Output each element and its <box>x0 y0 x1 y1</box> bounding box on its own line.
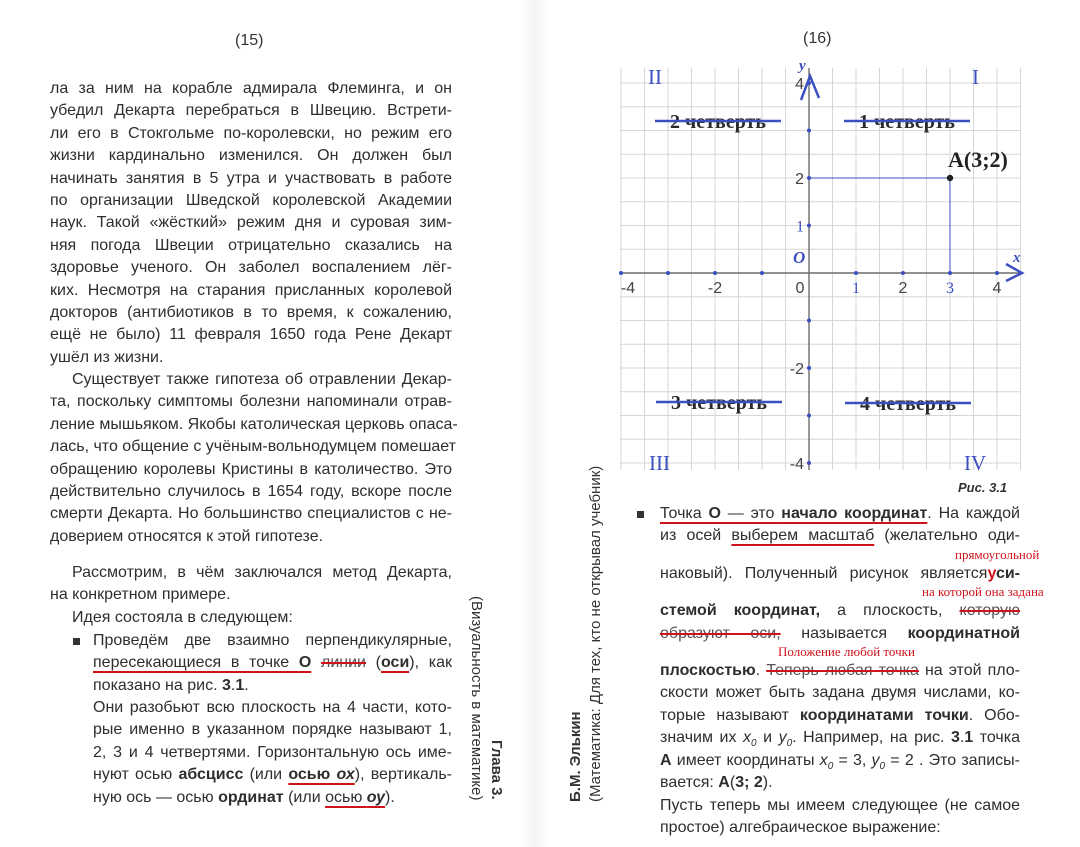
text-segment: y <box>778 729 787 747</box>
text-segment: А <box>660 751 672 769</box>
text-segment: из осей <box>660 527 732 545</box>
text-segment: стемой координат, <box>660 602 821 620</box>
y-tick-dot <box>807 224 811 228</box>
text-segment: рые именно в указанном порядке называют 1, <box>93 721 452 739</box>
quadrant-numeral: III <box>649 451 670 475</box>
x-tick-label: 1 <box>852 280 860 297</box>
underlined-text: 0 <box>827 760 834 772</box>
text-segment: . <box>959 729 965 747</box>
text-segment: 3 <box>221 676 231 694</box>
underlined-text: О <box>298 654 312 672</box>
x-tick-label: 3 <box>946 280 954 297</box>
text-segment: докторов (антибиотиков в то время, к сожалению, <box>50 303 452 321</box>
text-segment: координатной <box>907 624 1020 642</box>
quadrant-label: 3 четверть <box>671 392 767 414</box>
text-segment: Они разобьют всю плоскость на 4 части, кото- <box>93 699 452 716</box>
y-tick-dot <box>807 129 811 133</box>
underlined-text: пересекающиеся в точке <box>93 654 299 672</box>
text-segment: . <box>230 676 236 694</box>
underlined-text: осью <box>288 766 337 784</box>
text-segment: наковый). Полученный рисунок является <box>660 564 988 582</box>
chapter-subtitle: (Визуальность в математике) <box>468 595 485 800</box>
text-segment: Идея состояла в следующем: <box>72 609 293 626</box>
x-tick-label: 2 <box>898 280 908 297</box>
text-segment: по организации Шведской королевской Академии <box>50 191 452 209</box>
text-segment: на этой пло- <box>918 661 1021 679</box>
point-a-label: A(3;2) <box>948 147 1008 172</box>
x-tick-label: -4 <box>620 280 636 297</box>
text-segment: А <box>718 773 730 791</box>
text-segment: точка <box>973 729 1021 747</box>
text-segment: ординат <box>218 788 284 806</box>
handwritten-annotation: на которой она задана <box>922 584 1044 599</box>
y-axis-label: y <box>799 58 806 74</box>
y-tick-dot <box>807 461 811 465</box>
x-axis-label: x <box>1013 250 1021 266</box>
chapter-title: Глава 3. <box>488 740 505 800</box>
text-segment: значим их <box>660 729 743 747</box>
text-segment: жизни кардинально изменился. Он должен был <box>50 147 452 165</box>
text-segment: доверием относятся к этой гипотезе. <box>50 527 324 545</box>
underlined-text: выберем масштаб <box>731 527 875 545</box>
underlined-text: начало координат <box>781 505 928 522</box>
text-segment: а плоскость, <box>820 602 960 620</box>
y-tick-dot <box>807 366 811 370</box>
text-segment: смерти Декарта. Но большинство специалистов с не- <box>50 505 452 523</box>
text-segment: показано на рис. <box>93 676 222 694</box>
text-segment: Рассмотрим, в чём заключался метод Декарта, <box>72 564 452 581</box>
text-segment: простое) алгебраическое выражение: <box>660 819 941 837</box>
y-tick-label: 1 <box>796 218 804 236</box>
text-segment: здоровье ученого. Он заболел воспалением лёг- <box>50 259 452 277</box>
x-tick-dot <box>666 271 670 275</box>
y-tick-label: -2 <box>789 361 804 378</box>
text-segment: 1 <box>964 729 974 747</box>
text-segment: наук. Такой «жёсткий» режим дня и суровая зим- <box>50 214 452 232</box>
text-segment: и <box>756 729 779 747</box>
text-segment: (или <box>283 788 326 806</box>
text-segment: торые называют <box>660 706 800 724</box>
y-tick-label: 2 <box>795 171 804 188</box>
author-name: Б.М. Элькин <box>567 711 584 802</box>
text-segment: = 2 . Это записы- <box>885 751 1021 769</box>
text-segment: ). <box>385 788 395 806</box>
text-segment: на конкретном примере. <box>50 586 231 604</box>
text-segment: обращению королевы Кристины в католичество. Это <box>50 460 452 478</box>
struck-text: образуют оси, <box>660 624 781 642</box>
x-tick-dot <box>760 271 764 275</box>
underlined-text: 0 <box>879 760 886 772</box>
x-tick-label: 4 <box>992 280 1002 297</box>
text-segment: ( <box>729 773 736 791</box>
figure-caption: Рис. 3.1 <box>958 480 1008 495</box>
struck-text: Теперь любая точка <box>766 661 919 679</box>
text-segment: ( <box>365 654 381 672</box>
text-segment: ), вертикаль- <box>354 766 452 784</box>
text-line <box>660 563 1020 585</box>
text-segment: ), как <box>409 654 452 672</box>
x-tick-dot <box>713 271 717 275</box>
origin-label: O <box>793 248 806 267</box>
point-a-marker <box>947 175 953 181</box>
quadrant-numeral: II <box>648 65 662 89</box>
text-segment: вается: <box>660 773 719 791</box>
text-line <box>660 503 1020 525</box>
y-tick-dot <box>807 414 811 418</box>
text-segment: няя погода Швеции отрицательно сказались на <box>50 236 452 254</box>
text-segment: ких. Несмотря на старания присланных королевой <box>50 281 452 299</box>
text-segment: ли его в Стокгольме по-королевски, но режим его <box>50 124 452 142</box>
text-segment: Проведём две взаимно перпендикулярные, <box>93 632 452 649</box>
text-segment: . <box>244 676 249 694</box>
text-segment: ушёл из жизни. <box>50 348 164 366</box>
underlined-text: оси <box>380 654 410 672</box>
underlined-text: Точка <box>660 505 709 522</box>
text-segment: убедил Декарта перебраться в Швецию. Встрети- <box>50 102 452 120</box>
text-segment: ление мышьяком. Якобы католическая церковь опаса- <box>50 415 458 433</box>
text-segment: имеет координаты <box>671 751 820 769</box>
text-segment: . Обо- <box>968 706 1020 724</box>
underlined-text: оу <box>366 788 386 806</box>
x-tick-dot <box>901 271 905 275</box>
text-segment: абсцисс <box>178 766 244 784</box>
text-segment: скости может быть задана двумя числами, ко- <box>660 684 1020 702</box>
text-segment: ещё не было) 11 февраля 1650 года Рене Декарт <box>50 326 452 344</box>
text-line <box>660 705 1020 727</box>
text-segment: плоскостью <box>660 661 756 679</box>
text-line <box>660 682 1020 704</box>
text-segment: Существует также гипотеза об отравлении Декар- <box>72 371 452 388</box>
text-segment: . На каждой <box>927 505 1020 522</box>
paragraph <box>660 795 1020 840</box>
underlined-text: 0 <box>751 738 757 750</box>
y-tick-dot <box>807 81 811 85</box>
book-subtitle: (Математика: Для тех, кто не открывал учебник) <box>587 465 604 802</box>
text-segment: си- <box>995 564 1020 582</box>
text-segment: та, поскольку симптомы болезни напоминали отрав- <box>50 393 452 411</box>
text-line <box>660 817 1020 839</box>
text-segment: 3; 2 <box>735 773 763 791</box>
y-tick-label: 4 <box>795 76 804 93</box>
text-line <box>660 525 1020 547</box>
text-segment: координатами точки <box>799 706 969 724</box>
text-segment: x <box>743 729 751 747</box>
handwritten-annotation: Положение любой точки <box>778 644 915 659</box>
x-tick-dot <box>854 271 858 275</box>
text-segment: 2, 3 и 4 четвертями. Горизонтальную ось име- <box>93 743 452 761</box>
struck-text: линии <box>320 654 366 672</box>
x-tick-label: 0 <box>795 280 805 297</box>
underlined-text: — это <box>720 505 782 522</box>
text-line <box>660 795 1020 817</box>
y-tick-label: -4 <box>789 456 804 473</box>
quadrant-label: 1 четверть <box>859 111 955 133</box>
underlined-text: О <box>708 505 721 522</box>
text-segment: нуют осью <box>93 766 179 784</box>
page-number-right: (16) <box>803 30 832 47</box>
x-tick-dot <box>995 271 999 275</box>
text-segment: . Например, на рис. <box>792 729 951 747</box>
text-segment: ла за ним на корабле адмирала Флеминга, и он <box>50 80 452 97</box>
y-tick-dot <box>807 319 811 323</box>
quadrant-label: 2 четверть <box>670 111 766 133</box>
text-line <box>660 772 1020 794</box>
text-segment: ную ось — осью <box>93 788 219 806</box>
text-segment: (или <box>243 766 289 784</box>
bullet-marker <box>637 511 644 518</box>
text-line <box>660 623 1020 645</box>
text-segment: 1 <box>235 676 245 694</box>
text-segment: у <box>987 564 996 582</box>
underlined-text: ох <box>336 766 355 784</box>
text-segment: Пусть теперь мы имеем следующее (не самое <box>660 797 1020 814</box>
struck-text: которую <box>959 602 1021 620</box>
text-segment: = 3, <box>833 751 872 769</box>
underlined-text: осью <box>325 788 367 806</box>
quadrant-label: 4 четверть <box>860 393 956 415</box>
x-tick-label: -2 <box>707 280 723 297</box>
text-line <box>660 750 1020 772</box>
text-segment: называется <box>780 624 908 642</box>
text-segment: 3 <box>950 729 960 747</box>
underlined-text: 0 <box>786 738 793 750</box>
quadrant-numeral: IV <box>964 451 987 475</box>
text-line <box>660 727 1020 749</box>
text-segment: начинать занятия в 5 утра и участвовать в работе <box>50 169 452 187</box>
text-line <box>660 600 1020 622</box>
quadrant-numeral: I <box>972 65 979 89</box>
page-number-left: (15) <box>235 32 264 49</box>
text-segment: действительно случилось в 1654 году, вскоре после <box>50 482 452 500</box>
x-tick-dot <box>619 271 623 275</box>
text-segment: ). <box>762 773 773 791</box>
handwritten-annotation: прямоугольной <box>955 547 1040 562</box>
text-segment: . <box>755 661 767 679</box>
text-segment: y <box>871 751 880 769</box>
text-segment: лась, что общение с учёным-вольнодумцем помешает <box>50 438 456 456</box>
text-line <box>660 660 1020 682</box>
text-segment: (желательно оди- <box>874 527 1020 545</box>
text-segment: x <box>819 751 828 769</box>
